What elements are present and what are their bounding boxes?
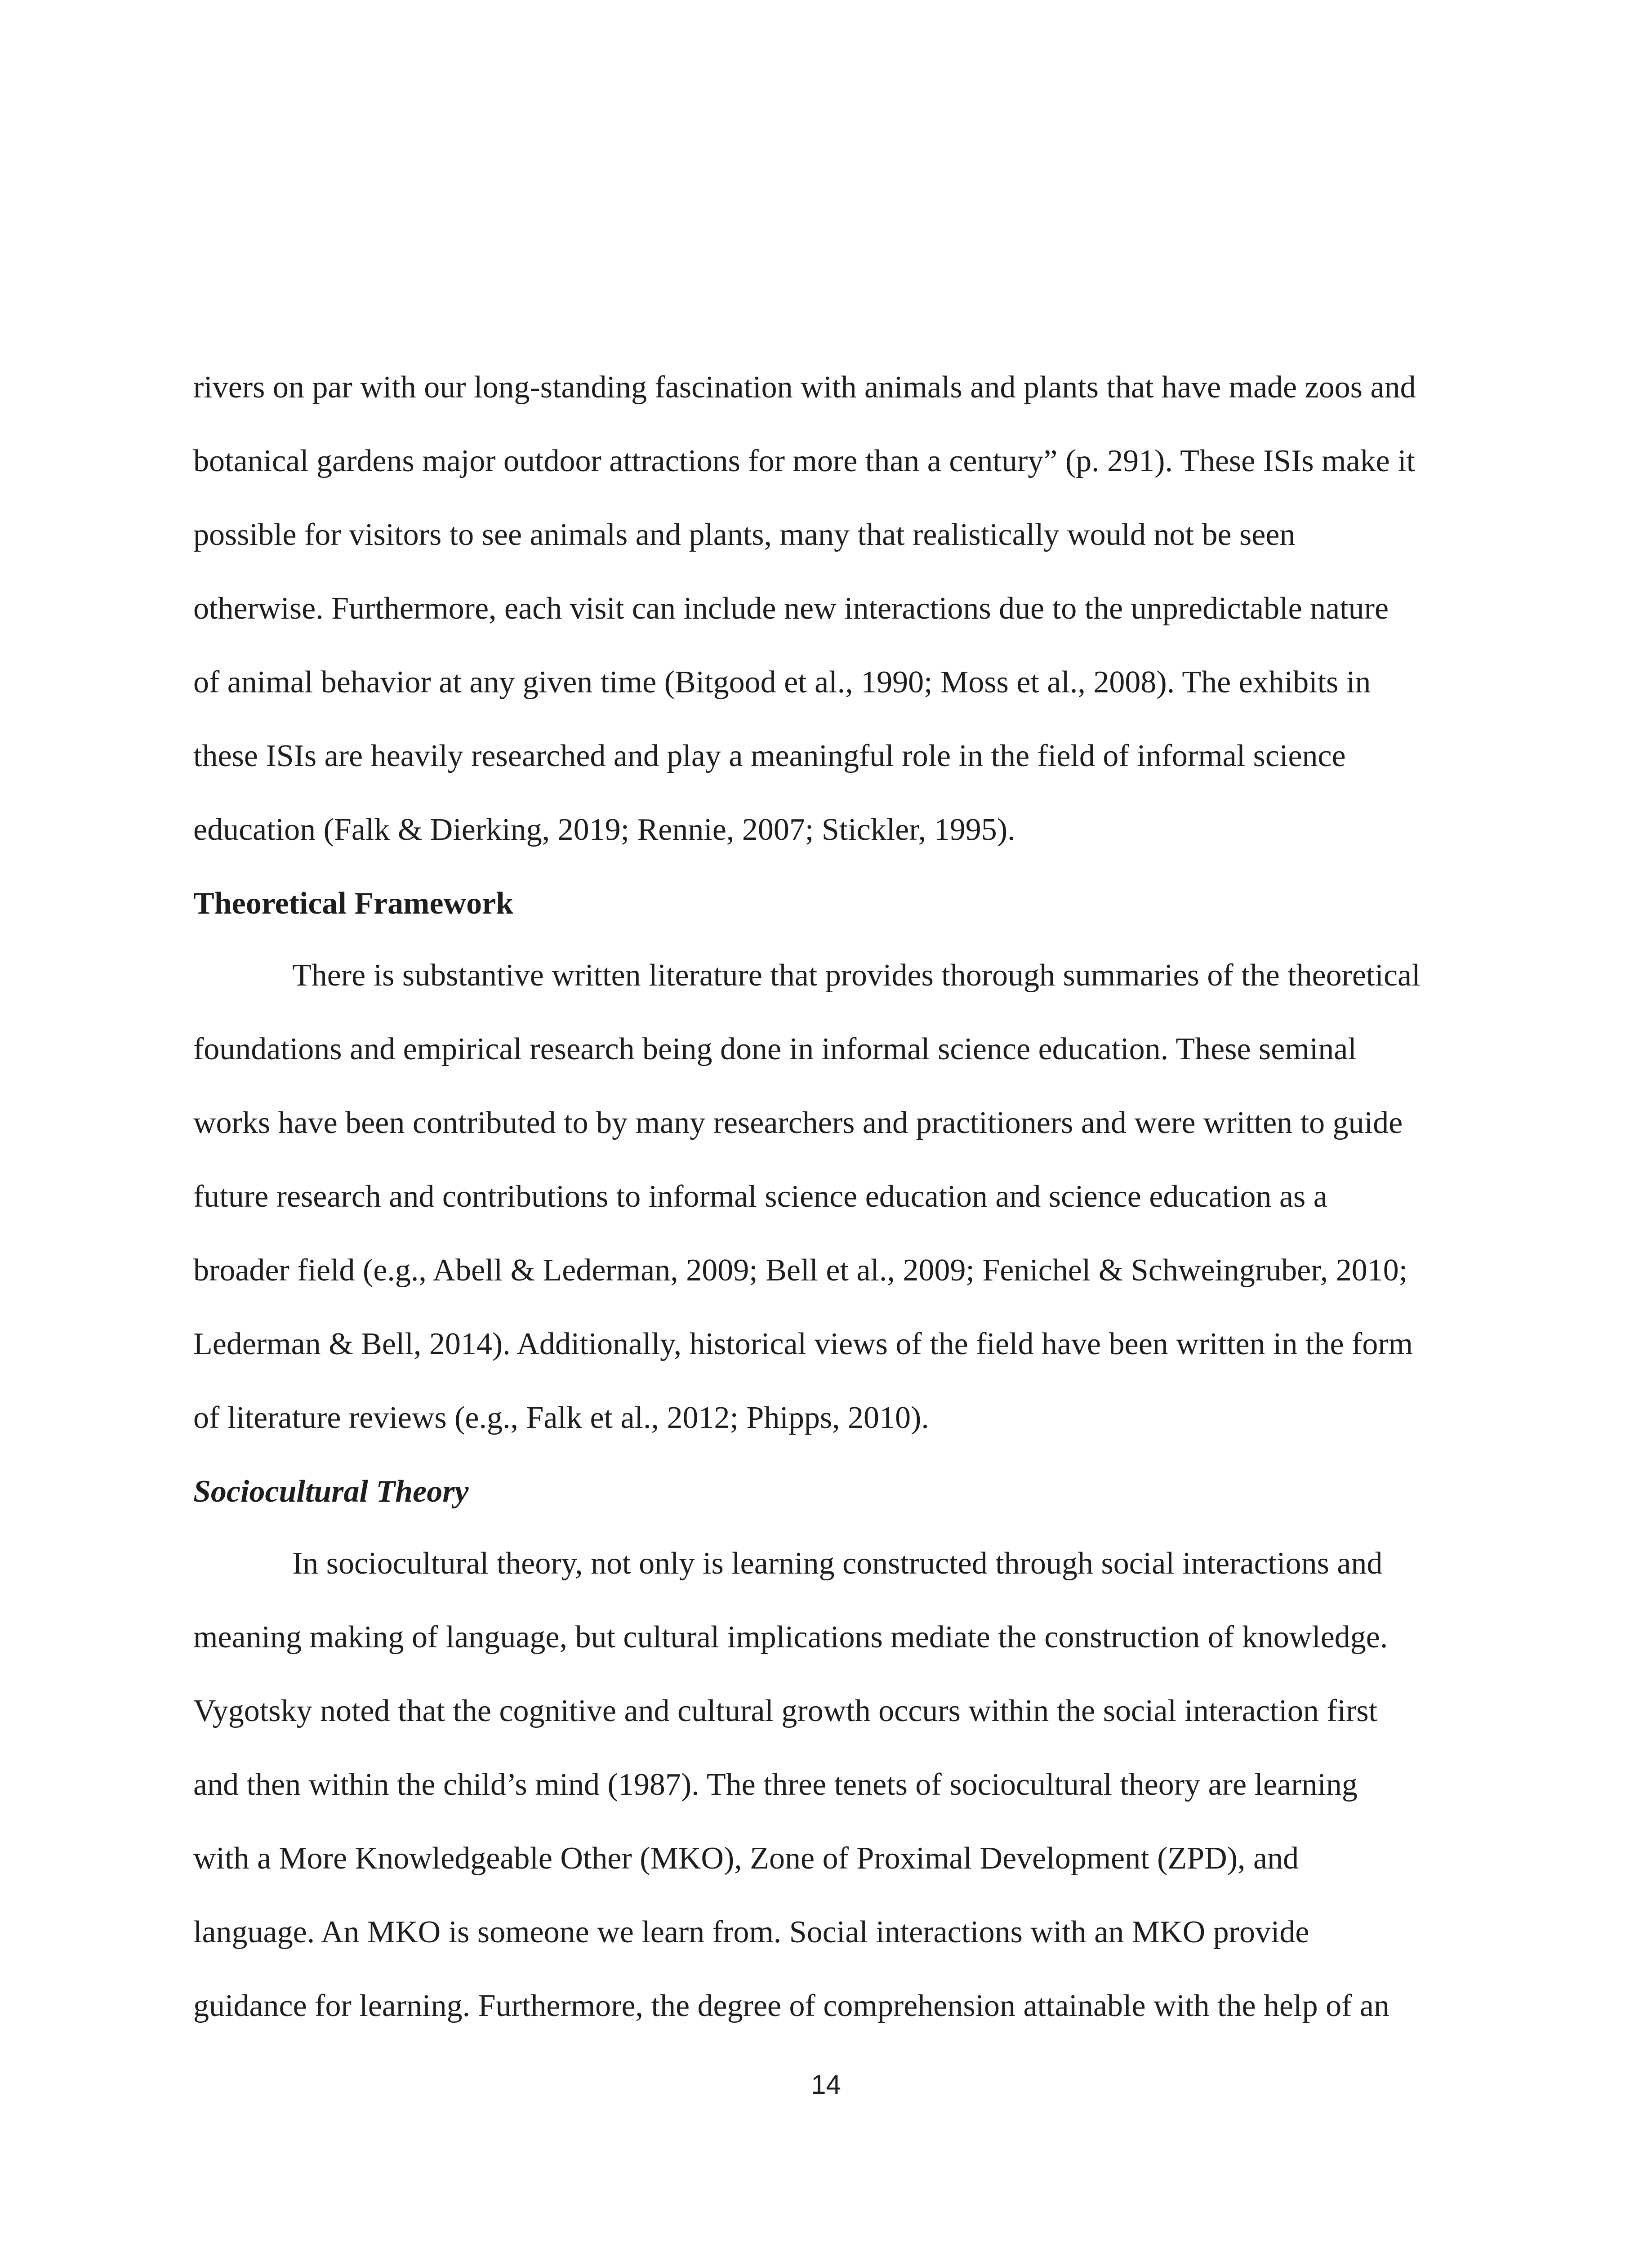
paragraph <box>193 1541 1459 2057</box>
text-line: education (Falk & Dierking, 2019; Rennie, 2007; Stickler, 1995). <box>193 812 1015 847</box>
text-line: foundations and empirical research being done in informal science education. These seminal <box>193 1032 1357 1066</box>
text-line: future research and contributions to informal science education and science education as a <box>193 1179 1327 1214</box>
text-line: of literature reviews (e.g., Falk et al., 2012; Phipps, 2010). <box>193 1401 929 1435</box>
body-text <box>193 365 1459 2057</box>
subsection-heading: Sociocultural Theory <box>193 1474 469 1509</box>
text-line: and then within the child’s mind (1987). The three tenets of sociocultural theory are learning <box>193 1767 1358 1802</box>
text-line: In sociocultural theory, not only is learning constructed through social interactions and <box>292 1546 1383 1581</box>
section-heading: Theoretical Framework <box>193 886 514 921</box>
text-line: these ISIs are heavily researched and play a meaningful role in the field of informal science <box>193 739 1346 773</box>
text-line: of animal behavior at any given time (Bitgood et al., 1990; Moss et al., 2008). The exhibits in <box>193 665 1371 700</box>
text-line: language. An MKO is someone we learn from. Social interactions with an MKO provide <box>193 1915 1309 1949</box>
text-line: There is substantive written literature that provides thorough summaries of the theoretical <box>292 958 1420 993</box>
text-line: broader field (e.g., Abell & Lederman, 2009; Bell et al., 2009; Fenichel & Schweingruber, 2010; <box>193 1253 1408 1288</box>
text-line: possible for visitors to see animals and plants, many that realistically would not be seen <box>193 517 1296 552</box>
page-number: 14 <box>811 2070 841 2100</box>
text-line: Lederman & Bell, 2014). Additionally, historical views of the field have been written in the form <box>193 1327 1413 1361</box>
paragraph-continuation <box>193 365 1459 881</box>
paragraph <box>193 953 1459 1469</box>
text-line: works have been contributed to by many researchers and practitioners and were written to guide <box>193 1106 1403 1140</box>
text-line: botanical gardens major outdoor attractions for more than a century” (p. 291). These ISIs make it <box>193 444 1416 478</box>
text-line: otherwise. Furthermore, each visit can include new interactions due to the unpredictable nature <box>193 591 1389 626</box>
text-line: with a More Knowledgeable Other (MKO), Zone of Proximal Development (ZPD), and <box>193 1841 1299 1876</box>
text-line: meaning making of language, but cultural implications mediate the construction of knowledge. <box>193 1620 1388 1655</box>
text-line: Vygotsky noted that the cognitive and cultural growth occurs within the social interaction first <box>193 1694 1378 1728</box>
text-line: guidance for learning. Furthermore, the degree of comprehension attainable with the help of an <box>193 1989 1389 2023</box>
text-line: rivers on par with our long-standing fascination with animals and plants that have made zoos and <box>193 370 1416 405</box>
